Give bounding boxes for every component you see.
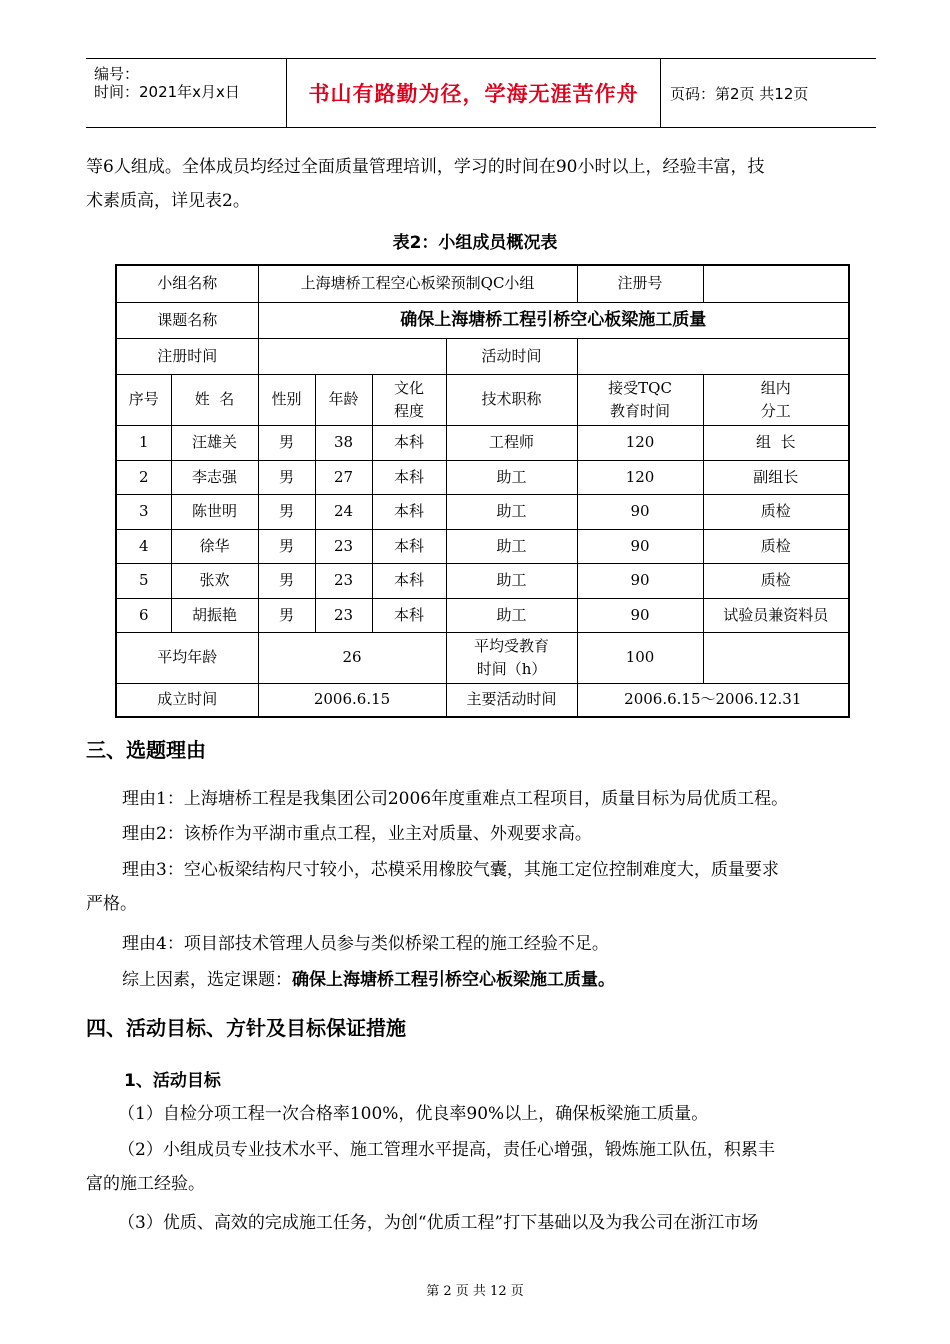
avg-edu-value: 100 [577, 632, 703, 683]
reg-time-value [258, 338, 446, 374]
intro-paragraph [86, 150, 876, 218]
member-cell: 助工 [446, 598, 577, 632]
member-cell: 120 [577, 460, 703, 494]
member-cell: 助工 [446, 529, 577, 563]
reason-4: 理由4：项目部技术管理人员参与类似桥梁工程的施工经验不足。 [122, 934, 609, 954]
time-label: 时间：2021年x月x日 [94, 83, 240, 101]
column-header-row [116, 374, 849, 425]
avg-edu-label: 平均受教育 时间（h） [446, 632, 577, 683]
col-header: 接受TQC 教育时间 [577, 374, 703, 425]
goal-1: （1）自检分项工程一次合格率100%，优良率90%以上，确保板梁施工质量。 [118, 1104, 709, 1124]
table-caption: 表2：小组成员概况表 [392, 233, 558, 253]
avg-age-label: 平均年龄 [116, 632, 258, 683]
member-cell: 本科 [372, 494, 446, 529]
page-footer: 第 2 页 共 12 页 [426, 1284, 524, 1299]
member-cell: 工程师 [446, 425, 577, 460]
col-header: 组内 分工 [703, 374, 849, 425]
member-cell: 3 [116, 494, 171, 529]
member-cell: 质检 [703, 529, 849, 563]
member-cell: 1 [116, 425, 171, 460]
member-cell: 男 [258, 598, 315, 632]
member-cell: 张欢 [171, 563, 258, 598]
member-cell: 助工 [446, 460, 577, 494]
col-header: 年龄 [315, 374, 372, 425]
member-row [116, 460, 849, 494]
topic-value: 确保上海塘桥工程引桥空心板梁施工质量 [258, 302, 849, 338]
reason-3-line-1: 理由3：空心板梁结构尺寸较小，芯模采用橡胶气囊，其施工定位控制难度大，质量要求 [122, 860, 779, 880]
member-rows [116, 425, 849, 632]
member-cell: 汪雄关 [171, 425, 258, 460]
found-value: 2006.6.15 [258, 683, 446, 717]
col-header: 序号 [116, 374, 171, 425]
subsection-1-title: 1、活动目标 [124, 1071, 221, 1091]
header-motto: 书山有路勤为径，学海无涯苦作舟 [287, 59, 661, 127]
member-cell: 23 [315, 529, 372, 563]
member-row [116, 598, 849, 632]
avg-age-value: 26 [258, 632, 446, 683]
goal-3: （3）优质、高效的完成施工任务，为创“优质工程”打下基础以及为我公司在浙江市场 [118, 1213, 759, 1233]
topic-label: 课题名称 [116, 302, 258, 338]
col-header: 技术职称 [446, 374, 577, 425]
main-activity-value: 2006.6.15～2006.12.31 [577, 683, 849, 717]
average-row [116, 632, 849, 683]
founding-row [116, 683, 849, 717]
member-cell: 徐华 [171, 529, 258, 563]
page-header [86, 58, 876, 128]
member-cell: 23 [315, 598, 372, 632]
found-label: 成立时间 [116, 683, 258, 717]
member-cell: 男 [258, 460, 315, 494]
member-cell: 38 [315, 425, 372, 460]
reason-1: 理由1：上海塘桥工程是我集团公司2006年度重难点工程项目，质量目标为局优质工程。 [122, 789, 789, 809]
member-cell: 男 [258, 529, 315, 563]
goal-2 [86, 1133, 876, 1201]
member-cell: 24 [315, 494, 372, 529]
activity-time-label: 活动时间 [446, 338, 577, 374]
member-row [116, 563, 849, 598]
member-cell: 90 [577, 494, 703, 529]
member-cell: 2 [116, 460, 171, 494]
main-activity-label: 主要活动时间 [446, 683, 577, 717]
member-cell: 4 [116, 529, 171, 563]
number-label: 编号： [94, 65, 140, 83]
member-cell: 90 [577, 598, 703, 632]
topic-row [116, 302, 849, 338]
reason-3-line-2: 严格。 [86, 894, 137, 914]
section-3-title: 三、选题理由 [86, 738, 206, 762]
col-header: 性别 [258, 374, 315, 425]
member-table [115, 264, 850, 718]
member-cell: 男 [258, 563, 315, 598]
member-cell: 本科 [372, 425, 446, 460]
member-cell: 质检 [703, 563, 849, 598]
member-cell: 质检 [703, 494, 849, 529]
member-cell: 本科 [372, 529, 446, 563]
summary-topic: 确保上海塘桥工程引桥空心板梁施工质量。 [292, 970, 615, 990]
summary-prefix: 综上因素，选定课题： [122, 970, 292, 990]
member-cell: 陈世明 [171, 494, 258, 529]
reg-time-label: 注册时间 [116, 338, 258, 374]
goal-2-line-2: 富的施工经验。 [86, 1174, 205, 1194]
member-cell: 副组长 [703, 460, 849, 494]
summary [86, 963, 876, 997]
member-cell: 6 [116, 598, 171, 632]
member-cell: 本科 [372, 598, 446, 632]
member-row [116, 425, 849, 460]
member-cell: 90 [577, 563, 703, 598]
member-cell: 助工 [446, 563, 577, 598]
header-meta [86, 59, 287, 127]
avg-empty [703, 632, 849, 683]
group-name-label: 小组名称 [116, 265, 258, 302]
member-cell: 23 [315, 563, 372, 598]
goal-2-line-1: （2）小组成员专业技术水平、施工管理水平提高，责任心增强，锻炼施工队伍，积累丰 [118, 1140, 775, 1160]
intro-line-1: 等6人组成。全体成员均经过全面质量管理培训，学习的时间在90小时以上，经验丰富，技 [86, 157, 765, 177]
reason-2: 理由2：该桥作为平湖市重点工程，业主对质量、外观要求高。 [122, 824, 592, 844]
member-row [116, 529, 849, 563]
member-cell: 本科 [372, 460, 446, 494]
intro-line-2: 术素质高，详见表2。 [86, 191, 250, 211]
registration-row [116, 338, 849, 374]
reg-no-label: 注册号 [577, 265, 703, 302]
member-cell: 助工 [446, 494, 577, 529]
member-row [116, 494, 849, 529]
member-cell: 27 [315, 460, 372, 494]
member-cell: 120 [577, 425, 703, 460]
member-cell: 胡振艳 [171, 598, 258, 632]
member-cell: 组 长 [703, 425, 849, 460]
member-cell: 5 [116, 563, 171, 598]
reason-3 [86, 853, 876, 921]
member-cell: 本科 [372, 563, 446, 598]
activity-time-value [577, 338, 849, 374]
section-4-title: 四、活动目标、方针及目标保证措施 [86, 1016, 406, 1040]
member-cell: 男 [258, 494, 315, 529]
member-cell: 90 [577, 529, 703, 563]
page-info: 页码：第2页 共12页 [670, 84, 809, 103]
group-name-row [116, 265, 849, 302]
group-name-value: 上海塘桥工程空心板梁预制QC小组 [258, 265, 577, 302]
col-header: 文化 程度 [372, 374, 446, 425]
col-header: 姓 名 [171, 374, 258, 425]
member-cell: 试验员兼资料员 [703, 598, 849, 632]
member-cell: 李志强 [171, 460, 258, 494]
reg-no-value [703, 265, 849, 302]
member-cell: 男 [258, 425, 315, 460]
